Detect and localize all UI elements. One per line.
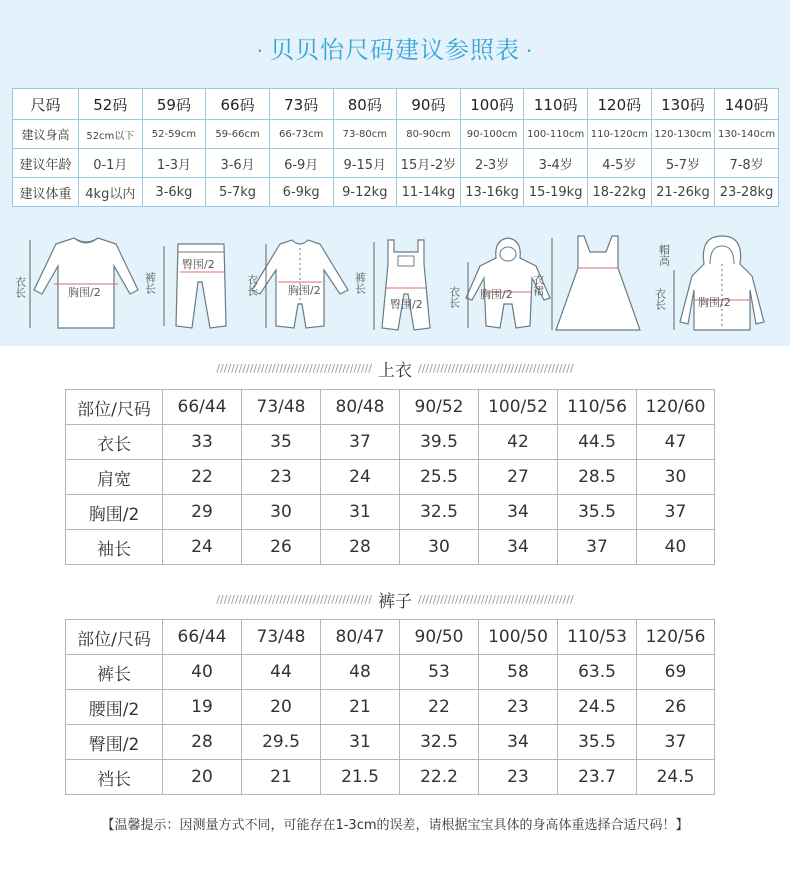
- measure-row-label: 袖长: [66, 530, 163, 565]
- measure-header-row: [66, 620, 715, 655]
- size-cell: 52-59cm: [142, 120, 206, 149]
- size-cell: 1-3月: [142, 149, 206, 178]
- garment-label: 衣裙: [531, 274, 545, 296]
- measure-cell: 28: [321, 530, 400, 565]
- top-illustration: [13, 228, 146, 338]
- top-section-heading: [0, 356, 790, 381]
- measure-row: [66, 495, 715, 530]
- measure-cell: 21: [242, 760, 321, 795]
- size-cell: 120-130cm: [651, 120, 715, 149]
- size-row-label: 建议年龄: [13, 149, 79, 178]
- garment-label: 裤长: [353, 272, 367, 294]
- measure-cell: 53: [400, 655, 479, 690]
- size-header-label: 尺码: [13, 89, 79, 120]
- size-cell: 15-19kg: [524, 178, 588, 207]
- measure-row: [66, 655, 715, 690]
- measure-header-cell: 90/52: [400, 390, 479, 425]
- measure-cell: 34: [479, 725, 558, 760]
- divider-slashes: //////////////////////////////////////////: [216, 593, 372, 606]
- measure-cell: 33: [163, 425, 242, 460]
- measure-cell: 44: [242, 655, 321, 690]
- section-title: 裤子: [378, 592, 412, 612]
- measure-cell: 24: [321, 460, 400, 495]
- measure-cell: 37: [321, 425, 400, 460]
- size-header-cell: 52码: [79, 89, 143, 120]
- size-cell: 130-140cm: [715, 120, 779, 149]
- size-cell: 100-110cm: [524, 120, 588, 149]
- size-cell: 6-9kg: [269, 178, 333, 207]
- measure-cell: 35.5: [558, 725, 637, 760]
- measure-header-cell: 73/48: [242, 620, 321, 655]
- measure-row-label: 裆长: [66, 760, 163, 795]
- measure-cell: 24: [163, 530, 242, 565]
- garment-label: 臀围/2: [390, 298, 423, 311]
- size-cell: 9-12kg: [333, 178, 397, 207]
- size-header-cell: 59码: [142, 89, 206, 120]
- romper-illustration: [240, 234, 360, 338]
- measure-header-cell: 100/50: [479, 620, 558, 655]
- measure-cell: 26: [637, 690, 715, 725]
- garment-label: 胸围/2: [480, 288, 513, 301]
- measure-header-cell: 66/44: [163, 390, 242, 425]
- measure-cell: 19: [163, 690, 242, 725]
- measure-header-cell: 110/56: [558, 390, 637, 425]
- measure-header-cell: 66/44: [163, 620, 242, 655]
- garment-label: 胸围/2: [288, 284, 321, 297]
- size-cell: 5-7岁: [651, 149, 715, 178]
- measure-cell: 25.5: [400, 460, 479, 495]
- size-cell: 4-5岁: [588, 149, 652, 178]
- measure-cell: 20: [163, 760, 242, 795]
- measure-cell: 58: [479, 655, 558, 690]
- measure-cell: 23: [242, 460, 321, 495]
- measure-cell: 37: [637, 495, 715, 530]
- measure-cell: 35.5: [558, 495, 637, 530]
- measure-cell: 30: [242, 495, 321, 530]
- measure-row-label: 衣长: [66, 425, 163, 460]
- size-cell: 3-4岁: [524, 149, 588, 178]
- measure-cell: 37: [558, 530, 637, 565]
- pants-section-heading: [0, 587, 790, 612]
- measure-header-cell: 80/47: [321, 620, 400, 655]
- measure-cell: 27: [479, 460, 558, 495]
- size-header-cell: 110码: [524, 89, 588, 120]
- measure-cell: 23: [479, 690, 558, 725]
- size-cell: 3-6月: [206, 149, 270, 178]
- garment-label: 臀围/2: [182, 258, 215, 271]
- size-cell: 6-9月: [269, 149, 333, 178]
- measure-cell: 26: [242, 530, 321, 565]
- size-header-cell: 130码: [651, 89, 715, 120]
- size-cell: 13-16kg: [460, 178, 524, 207]
- measure-cell: 30: [400, 530, 479, 565]
- measure-cell: 20: [242, 690, 321, 725]
- size-cell: 80-90cm: [397, 120, 461, 149]
- size-cell: 11-14kg: [397, 178, 461, 207]
- measure-row: [66, 725, 715, 760]
- pants-illustration: [143, 238, 248, 338]
- divider-slashes: //////////////////////////////////////////: [418, 593, 574, 606]
- measure-header-cell: 120/60: [637, 390, 715, 425]
- divider-slashes: //////////////////////////////////////////: [418, 362, 574, 375]
- page-title: [0, 30, 790, 65]
- measure-row-label: 肩宽: [66, 460, 163, 495]
- garment-label: 裤长: [143, 272, 157, 294]
- measure-header-cell: 80/48: [321, 390, 400, 425]
- size-header-cell: 66码: [206, 89, 270, 120]
- size-row: [13, 149, 779, 178]
- measure-cell: 35: [242, 425, 321, 460]
- measure-cell: 22: [163, 460, 242, 495]
- measure-cell: 30: [637, 460, 715, 495]
- garment-label: 胸围/2: [698, 296, 731, 309]
- measure-row-label: 臀围/2: [66, 725, 163, 760]
- size-header-cell: 140码: [715, 89, 779, 120]
- divider-slashes: //////////////////////////////////////////: [216, 362, 372, 375]
- measure-cell: 29.5: [242, 725, 321, 760]
- size-row-label: 建议体重: [13, 178, 79, 207]
- garment-label: 衣长: [447, 286, 461, 308]
- title-dot-left: ·: [256, 39, 264, 63]
- measure-row-label: 胸围/2: [66, 495, 163, 530]
- dress-illustration: [531, 230, 648, 338]
- size-cell: 66-73cm: [269, 120, 333, 149]
- size-header-cell: 100码: [460, 89, 524, 120]
- measure-cell: 37: [637, 725, 715, 760]
- measure-cell: 22: [400, 690, 479, 725]
- size-cell: 3-6kg: [142, 178, 206, 207]
- size-recommendation-table: [12, 88, 779, 207]
- measure-row: [66, 460, 715, 495]
- size-cell: 0-1月: [79, 149, 143, 178]
- measure-row: [66, 690, 715, 725]
- measure-header-cell: 100/52: [479, 390, 558, 425]
- size-header-cell: 80码: [333, 89, 397, 120]
- size-header-cell: 73码: [269, 89, 333, 120]
- size-cell: 59-66cm: [206, 120, 270, 149]
- measure-cell: 23: [479, 760, 558, 795]
- title-text: 贝贝怡尺码建议参照表: [270, 36, 520, 64]
- size-header-row: [13, 89, 779, 120]
- size-cell: 18-22kg: [588, 178, 652, 207]
- overalls-illustration: [353, 236, 456, 340]
- measure-cell: 31: [321, 725, 400, 760]
- measure-row: [66, 760, 715, 795]
- measure-cell: 21: [321, 690, 400, 725]
- size-cell: 73-80cm: [333, 120, 397, 149]
- size-cell: 15月-2岁: [397, 149, 461, 178]
- size-cell: 4kg以内: [79, 178, 143, 207]
- size-cell: 9-15月: [333, 149, 397, 178]
- measure-cell: 28: [163, 725, 242, 760]
- measure-cell: 34: [479, 530, 558, 565]
- measure-cell: 34: [479, 495, 558, 530]
- measure-cell: 28.5: [558, 460, 637, 495]
- measure-cell: 32.5: [400, 495, 479, 530]
- measure-header-cell: 73/48: [242, 390, 321, 425]
- measure-header-label: 部位/尺码: [66, 620, 163, 655]
- measure-cell: 29: [163, 495, 242, 530]
- size-cell: 110-120cm: [588, 120, 652, 149]
- size-row: [13, 120, 779, 149]
- measure-row-label: 腰围/2: [66, 690, 163, 725]
- measure-header-cell: 110/53: [558, 620, 637, 655]
- measure-cell: 22.2: [400, 760, 479, 795]
- hooded-coat-illustration: [653, 230, 770, 338]
- size-cell: 23-28kg: [715, 178, 779, 207]
- size-cell: 52cm以下: [79, 120, 143, 149]
- garment-label: 帽高: [657, 244, 671, 266]
- measure-cell: 40: [637, 530, 715, 565]
- measurement-note: 【温馨提示：因测量方式不同，可能存在1-3cm的误差，请根据宝宝具体的身高体重选择合适尺码！】: [101, 818, 689, 833]
- garment-label: 衣长: [13, 276, 27, 298]
- size-row: [13, 178, 779, 207]
- garment-label: 衣长: [245, 274, 259, 296]
- size-cell: 2-3岁: [460, 149, 524, 178]
- measure-row: [66, 530, 715, 565]
- measure-cell: 24.5: [637, 760, 715, 795]
- size-cell: 5-7kg: [206, 178, 270, 207]
- size-row-label: 建议身高: [13, 120, 79, 149]
- size-cell: 90-100cm: [460, 120, 524, 149]
- measure-cell: 32.5: [400, 725, 479, 760]
- top-measurement-table: [65, 389, 715, 565]
- measure-cell: 23.7: [558, 760, 637, 795]
- garment-label: 胸围/2: [68, 286, 101, 299]
- measure-row: [66, 425, 715, 460]
- measure-cell: 47: [637, 425, 715, 460]
- measure-cell: 48: [321, 655, 400, 690]
- measure-cell: 44.5: [558, 425, 637, 460]
- measure-cell: 31: [321, 495, 400, 530]
- measure-cell: 69: [637, 655, 715, 690]
- size-cell: 7-8岁: [715, 149, 779, 178]
- measure-header-row: [66, 390, 715, 425]
- measure-cell: 21.5: [321, 760, 400, 795]
- size-header-cell: 120码: [588, 89, 652, 120]
- size-header-cell: 90码: [397, 89, 461, 120]
- garment-label: 衣长: [653, 288, 667, 310]
- garment-illustrations: [0, 228, 790, 340]
- measure-header-label: 部位/尺码: [66, 390, 163, 425]
- measure-cell: 63.5: [558, 655, 637, 690]
- measure-cell: 42: [479, 425, 558, 460]
- pants-measurement-table: [65, 619, 715, 795]
- measure-cell: 40: [163, 655, 242, 690]
- size-cell: 21-26kg: [651, 178, 715, 207]
- measure-cell: 24.5: [558, 690, 637, 725]
- section-title: 上衣: [378, 361, 412, 381]
- measure-cell: 39.5: [400, 425, 479, 460]
- measure-header-cell: 90/50: [400, 620, 479, 655]
- measure-row-label: 裤长: [66, 655, 163, 690]
- title-dot-right: ·: [526, 39, 534, 63]
- measure-header-cell: 120/56: [637, 620, 715, 655]
